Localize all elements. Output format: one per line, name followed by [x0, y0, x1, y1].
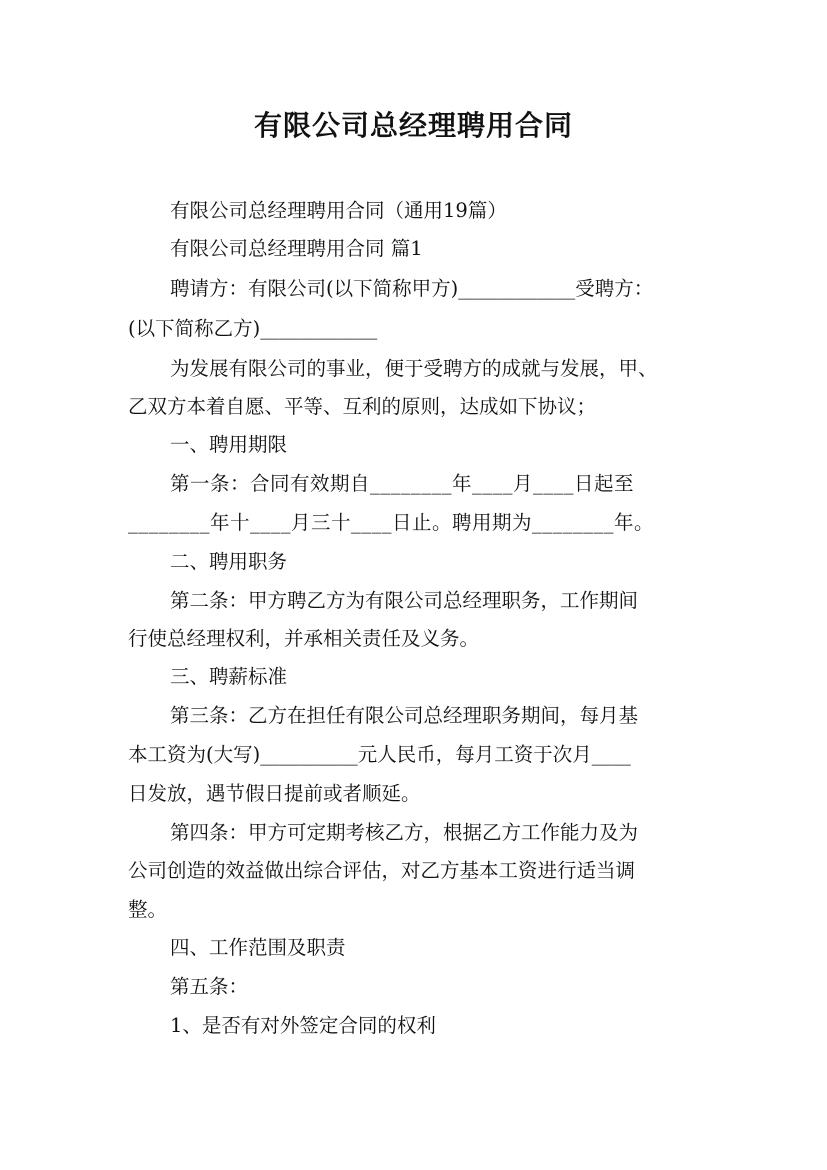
paragraph-line: 日发放，遇节假日提前或者顺延。: [128, 782, 421, 805]
paragraph-line: 第五条：: [170, 975, 249, 998]
section-heading: 二、聘用职务: [170, 550, 288, 573]
section-heading: 三、聘薪标准: [170, 665, 288, 688]
paragraph-line: 行使总经理权利，并承相关责任及义务。: [128, 627, 480, 650]
document-title: 有限公司总经理聘用合同: [253, 109, 573, 142]
paragraph-line: ________年十____月三十____日止。聘用期为________年。: [128, 511, 655, 534]
paragraph-line: 第一条：合同有效期自________年____月____日起至: [170, 472, 635, 495]
paragraph-line: 乙双方本着自愿、平等、互利的原则，达成如下协议；: [128, 395, 597, 418]
section-heading: 四、工作范围及职责: [170, 936, 346, 959]
paragraph-line: 第二条：甲方聘乙方为有限公司总经理职务，工作期间: [170, 589, 639, 612]
subtitle-line: 有限公司总经理聘用合同（通用19篇）: [170, 199, 507, 222]
paragraph-line: 第四条：甲方可定期考核乙方，根据乙方工作能力及为: [170, 821, 639, 844]
section-heading: 有限公司总经理聘用合同 篇1: [170, 237, 423, 260]
paragraph-line: 聘请方：有限公司(以下简称甲方)____________受聘方：: [170, 277, 654, 300]
paragraph-line: 公司创造的效益做出综合评估，对乙方基本工资进行适当调: [128, 859, 636, 882]
paragraph-line: 本工资为(大写)__________元人民币，每月工资于次月____: [128, 743, 631, 766]
section-heading: 一、聘用期限: [170, 433, 288, 456]
paragraph-line: 第三条：乙方在担任有限公司总经理职务期间，每月基: [170, 704, 639, 727]
paragraph-line: 1、是否有对外签定合同的权利: [170, 1014, 436, 1037]
paragraph-line: (以下简称乙方)____________: [128, 317, 378, 340]
paragraph-line: 整。: [128, 898, 168, 921]
paragraph-line: 为发展有限公司的事业，便于受聘方的成就与发展，甲、: [170, 357, 658, 380]
